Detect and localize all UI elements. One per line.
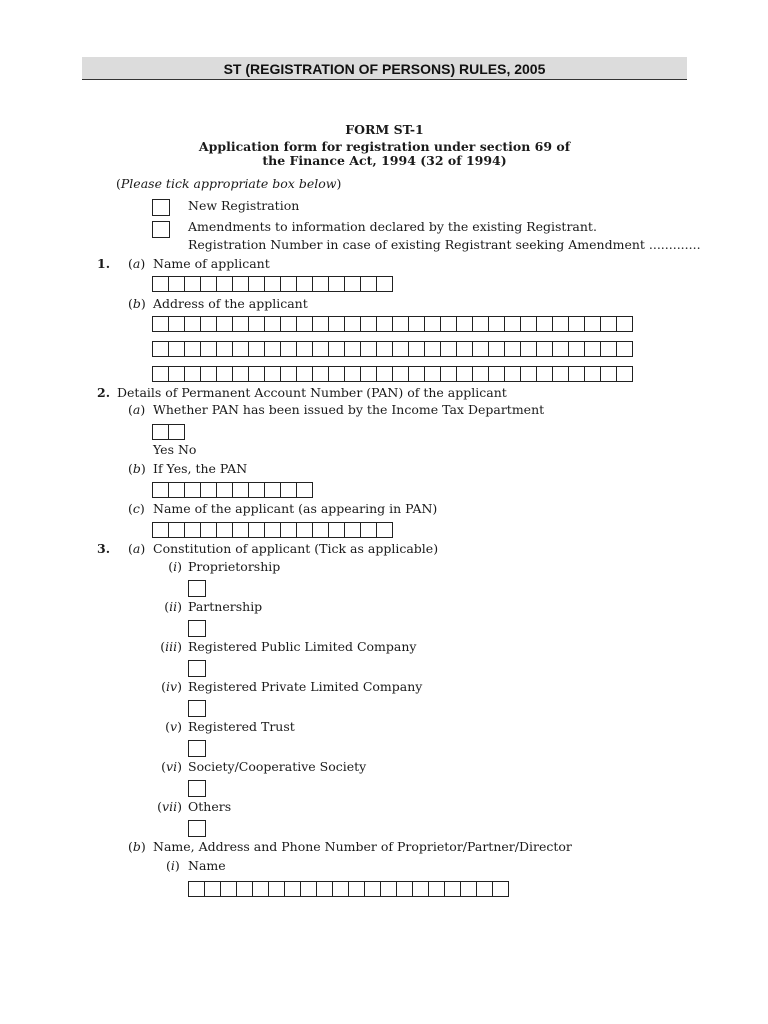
section-1b-marker: (b) xyxy=(128,296,146,311)
section-2a-marker: (a) xyxy=(128,402,146,417)
character-box[interactable] xyxy=(568,366,584,382)
character-box[interactable] xyxy=(184,482,200,498)
character-box[interactable] xyxy=(264,522,280,538)
constitution-option-label: Registered Public Limited Company xyxy=(188,639,417,654)
constitution-option-checkbox[interactable] xyxy=(188,780,206,797)
pan-yes-no-boxes[interactable] xyxy=(152,424,185,440)
constitution-option-label: Partnership xyxy=(188,599,263,614)
character-box[interactable] xyxy=(360,366,376,382)
character-box[interactable] xyxy=(424,316,440,332)
character-box[interactable] xyxy=(248,316,264,332)
character-box[interactable] xyxy=(248,276,264,292)
character-box[interactable] xyxy=(600,341,616,357)
character-box[interactable] xyxy=(328,341,344,357)
character-box[interactable] xyxy=(296,522,312,538)
section-3b-label: Name, Address and Phone Number of Proprietor/Partner/Director xyxy=(153,839,572,854)
character-box[interactable] xyxy=(536,366,552,382)
character-box[interactable] xyxy=(456,316,472,332)
section-2c-label: Name of the applicant (as appearing in PAN) xyxy=(153,501,438,516)
character-box[interactable] xyxy=(504,341,520,357)
section-3a-marker: (a) xyxy=(128,541,146,556)
character-box[interactable] xyxy=(412,881,428,897)
character-box[interactable] xyxy=(296,276,312,292)
form-instruction-text: Please tick appropriate box below xyxy=(120,176,337,191)
character-box[interactable] xyxy=(152,276,168,292)
character-box[interactable] xyxy=(616,341,633,357)
character-box[interactable] xyxy=(328,366,344,382)
character-box[interactable] xyxy=(204,881,220,897)
character-box[interactable] xyxy=(188,881,204,897)
constitution-option-marker: (iv) xyxy=(161,679,182,694)
character-box[interactable] xyxy=(152,424,168,440)
address-boxes-row-2[interactable] xyxy=(152,341,633,357)
constitution-option-checkbox[interactable] xyxy=(188,620,206,637)
character-box[interactable] xyxy=(536,341,552,357)
character-box[interactable] xyxy=(360,276,376,292)
name-of-applicant-boxes[interactable] xyxy=(152,276,393,292)
pan-yes-no-label: Yes No xyxy=(153,442,197,457)
character-box[interactable] xyxy=(152,522,168,538)
character-box[interactable] xyxy=(264,482,280,498)
section-1a-label: Name of applicant xyxy=(153,256,270,271)
character-box[interactable] xyxy=(552,366,568,382)
character-box[interactable] xyxy=(220,881,236,897)
character-box[interactable] xyxy=(360,522,376,538)
new-registration-checkbox[interactable] xyxy=(152,199,170,216)
character-box[interactable] xyxy=(268,881,284,897)
character-box[interactable] xyxy=(216,341,232,357)
character-box[interactable] xyxy=(200,522,216,538)
constitution-option-marker: (ii) xyxy=(164,599,182,614)
character-box[interactable] xyxy=(200,366,216,382)
character-box[interactable] xyxy=(280,276,296,292)
form-subtitle-line2: the Finance Act, 1994 (32 of 1994) xyxy=(262,153,507,168)
character-box[interactable] xyxy=(312,316,328,332)
character-box[interactable] xyxy=(248,366,264,382)
character-box[interactable] xyxy=(328,276,344,292)
character-box[interactable] xyxy=(504,366,520,382)
character-box[interactable] xyxy=(200,316,216,332)
character-box[interactable] xyxy=(444,881,460,897)
character-box[interactable] xyxy=(232,482,248,498)
character-box[interactable] xyxy=(232,316,248,332)
character-box[interactable] xyxy=(456,341,472,357)
character-box[interactable] xyxy=(584,366,600,382)
character-box[interactable] xyxy=(332,881,348,897)
constitution-option-checkbox[interactable] xyxy=(188,660,206,677)
character-box[interactable] xyxy=(476,881,492,897)
character-box[interactable] xyxy=(600,316,616,332)
character-box[interactable] xyxy=(152,341,168,357)
character-box[interactable] xyxy=(280,316,296,332)
character-box[interactable] xyxy=(344,522,360,538)
character-box[interactable] xyxy=(216,366,232,382)
amendment-checkbox[interactable] xyxy=(152,221,170,238)
character-box[interactable] xyxy=(504,316,520,332)
character-box[interactable] xyxy=(392,341,408,357)
constitution-option-checkbox[interactable] xyxy=(188,740,206,757)
constitution-option-label: Others xyxy=(188,799,232,814)
character-box[interactable] xyxy=(344,366,360,382)
character-box[interactable] xyxy=(360,316,376,332)
character-box[interactable] xyxy=(168,482,184,498)
character-box[interactable] xyxy=(616,366,633,382)
character-box[interactable] xyxy=(252,881,268,897)
character-box[interactable] xyxy=(168,366,184,382)
constitution-option-marker: (v) xyxy=(165,719,182,734)
character-box[interactable] xyxy=(232,366,248,382)
address-boxes-row-1[interactable] xyxy=(152,316,633,332)
character-box[interactable] xyxy=(376,366,392,382)
character-box[interactable] xyxy=(536,316,552,332)
character-box[interactable] xyxy=(284,881,300,897)
character-box[interactable] xyxy=(344,276,360,292)
character-box[interactable] xyxy=(376,522,393,538)
section-2b-marker: (b) xyxy=(128,461,146,476)
character-box[interactable] xyxy=(168,424,185,440)
character-box[interactable] xyxy=(296,316,312,332)
character-box[interactable] xyxy=(312,522,328,538)
section-2b-label: If Yes, the PAN xyxy=(153,461,248,476)
character-box[interactable] xyxy=(312,366,328,382)
character-box[interactable] xyxy=(200,482,216,498)
constitution-option-marker: (iii) xyxy=(160,639,182,654)
section-2-number: 2. xyxy=(97,385,111,400)
character-box[interactable] xyxy=(472,341,488,357)
section-1b-label: Address of the applicant xyxy=(153,296,308,311)
character-box[interactable] xyxy=(344,341,360,357)
character-box[interactable] xyxy=(264,316,280,332)
page-header-title: ST (REGISTRATION OF PERSONS) RULES, 2005 xyxy=(223,61,546,77)
character-box[interactable] xyxy=(456,366,472,382)
constitution-option-label: Registered Trust xyxy=(188,719,295,734)
character-box[interactable] xyxy=(520,366,536,382)
character-box[interactable] xyxy=(408,341,424,357)
character-box[interactable] xyxy=(552,316,568,332)
constitution-option-label: Registered Private Limited Company xyxy=(188,679,423,694)
character-box[interactable] xyxy=(376,341,392,357)
character-box[interactable] xyxy=(392,316,408,332)
character-box[interactable] xyxy=(364,881,380,897)
constitution-option-checkbox[interactable] xyxy=(188,700,206,717)
character-box[interactable] xyxy=(232,522,248,538)
character-box[interactable] xyxy=(216,276,232,292)
character-box[interactable] xyxy=(216,522,232,538)
character-box[interactable] xyxy=(264,276,280,292)
character-box[interactable] xyxy=(236,881,252,897)
character-box[interactable] xyxy=(280,341,296,357)
section-3b-marker: (b) xyxy=(128,839,146,854)
section-3b-i-label: Name xyxy=(188,858,226,873)
character-box[interactable] xyxy=(152,482,168,498)
amendment-regno-label: Registration Number in case of existing Registrant seeking Amendment ............. xyxy=(188,237,701,252)
character-box[interactable] xyxy=(184,341,200,357)
character-box[interactable] xyxy=(248,341,264,357)
pan-number-boxes[interactable] xyxy=(152,482,313,498)
section-2c-marker: (c) xyxy=(128,501,145,516)
address-boxes-row-3[interactable] xyxy=(152,366,633,382)
section-3a-label: Constitution of applicant (Tick as applicable) xyxy=(153,541,439,556)
character-box[interactable] xyxy=(584,316,600,332)
character-box[interactable] xyxy=(216,482,232,498)
character-box[interactable] xyxy=(600,366,616,382)
character-box[interactable] xyxy=(472,366,488,382)
section-1-number: 1. xyxy=(97,256,111,271)
character-box[interactable] xyxy=(168,522,184,538)
character-box[interactable] xyxy=(296,341,312,357)
character-box[interactable] xyxy=(168,341,184,357)
character-box[interactable] xyxy=(184,366,200,382)
character-box[interactable] xyxy=(440,316,456,332)
form-name: FORM ST-1 xyxy=(345,122,424,137)
constitution-option-marker: (vii) xyxy=(157,799,182,814)
constitution-option-label: Society/Cooperative Society xyxy=(188,759,367,774)
character-box[interactable] xyxy=(616,316,633,332)
character-box[interactable] xyxy=(248,482,264,498)
character-box[interactable] xyxy=(392,366,408,382)
proprietor-name-boxes[interactable] xyxy=(188,881,509,897)
section-1a-marker: (a) xyxy=(128,256,146,271)
character-box[interactable] xyxy=(232,276,248,292)
character-box[interactable] xyxy=(408,366,424,382)
page-header-band xyxy=(82,57,687,80)
character-box[interactable] xyxy=(440,341,456,357)
character-box[interactable] xyxy=(488,366,504,382)
character-box[interactable] xyxy=(184,276,200,292)
character-box[interactable] xyxy=(520,341,536,357)
character-box[interactable] xyxy=(380,881,396,897)
character-box[interactable] xyxy=(280,522,296,538)
new-registration-label: New Registration xyxy=(188,198,300,213)
character-box[interactable] xyxy=(520,316,536,332)
character-box[interactable] xyxy=(328,316,344,332)
character-box[interactable] xyxy=(312,276,328,292)
character-box[interactable] xyxy=(424,341,440,357)
character-box[interactable] xyxy=(152,316,168,332)
constitution-option-marker: (vi) xyxy=(161,759,182,774)
character-box[interactable] xyxy=(248,522,264,538)
character-box[interactable] xyxy=(316,881,332,897)
constitution-option-marker: (i) xyxy=(168,559,182,574)
character-box[interactable] xyxy=(312,341,328,357)
character-box[interactable] xyxy=(280,482,296,498)
section-3-number: 3. xyxy=(97,541,111,556)
character-box[interactable] xyxy=(200,276,216,292)
amendment-label: Amendments to information declared by the existing Registrant. xyxy=(188,219,597,234)
character-box[interactable] xyxy=(396,881,412,897)
character-box[interactable] xyxy=(360,341,376,357)
constitution-option-checkbox[interactable] xyxy=(188,580,206,597)
section-2a-label: Whether PAN has been issued by the Income Tax Department xyxy=(153,402,545,417)
character-box[interactable] xyxy=(460,881,476,897)
character-box[interactable] xyxy=(344,316,360,332)
character-box[interactable] xyxy=(348,881,364,897)
character-box[interactable] xyxy=(488,341,504,357)
pan-name-boxes[interactable] xyxy=(152,522,393,538)
character-box[interactable] xyxy=(376,316,392,332)
character-box[interactable] xyxy=(408,316,424,332)
section-2-label: Details of Permanent Account Number (PAN) of the applicant xyxy=(117,385,507,400)
character-box[interactable] xyxy=(168,316,184,332)
character-box[interactable] xyxy=(472,316,488,332)
character-box[interactable] xyxy=(200,341,216,357)
character-box[interactable] xyxy=(428,881,444,897)
character-box[interactable] xyxy=(376,276,393,292)
character-box[interactable] xyxy=(440,366,456,382)
character-box[interactable] xyxy=(568,316,584,332)
character-box[interactable] xyxy=(568,341,584,357)
character-box[interactable] xyxy=(264,341,280,357)
character-box[interactable] xyxy=(216,316,232,332)
constitution-option-checkbox[interactable] xyxy=(188,820,206,837)
constitution-option-label: Proprietorship xyxy=(188,559,281,574)
form-subtitle-line1: Application form for registration under section 69 of xyxy=(198,139,571,154)
character-box[interactable] xyxy=(300,881,316,897)
character-box[interactable] xyxy=(280,366,296,382)
character-box[interactable] xyxy=(296,482,313,498)
character-box[interactable] xyxy=(184,316,200,332)
character-box[interactable] xyxy=(424,366,440,382)
character-box[interactable] xyxy=(264,366,280,382)
character-box[interactable] xyxy=(584,341,600,357)
character-box[interactable] xyxy=(552,341,568,357)
character-box[interactable] xyxy=(488,316,504,332)
character-box[interactable] xyxy=(232,341,248,357)
character-box[interactable] xyxy=(184,522,200,538)
character-box[interactable] xyxy=(328,522,344,538)
character-box[interactable] xyxy=(168,276,184,292)
character-box[interactable] xyxy=(296,366,312,382)
character-box[interactable] xyxy=(492,881,509,897)
section-3b-i-marker: (i) xyxy=(166,858,180,873)
form-instruction: (Please tick appropriate box below) xyxy=(116,176,342,191)
character-box[interactable] xyxy=(152,366,168,382)
